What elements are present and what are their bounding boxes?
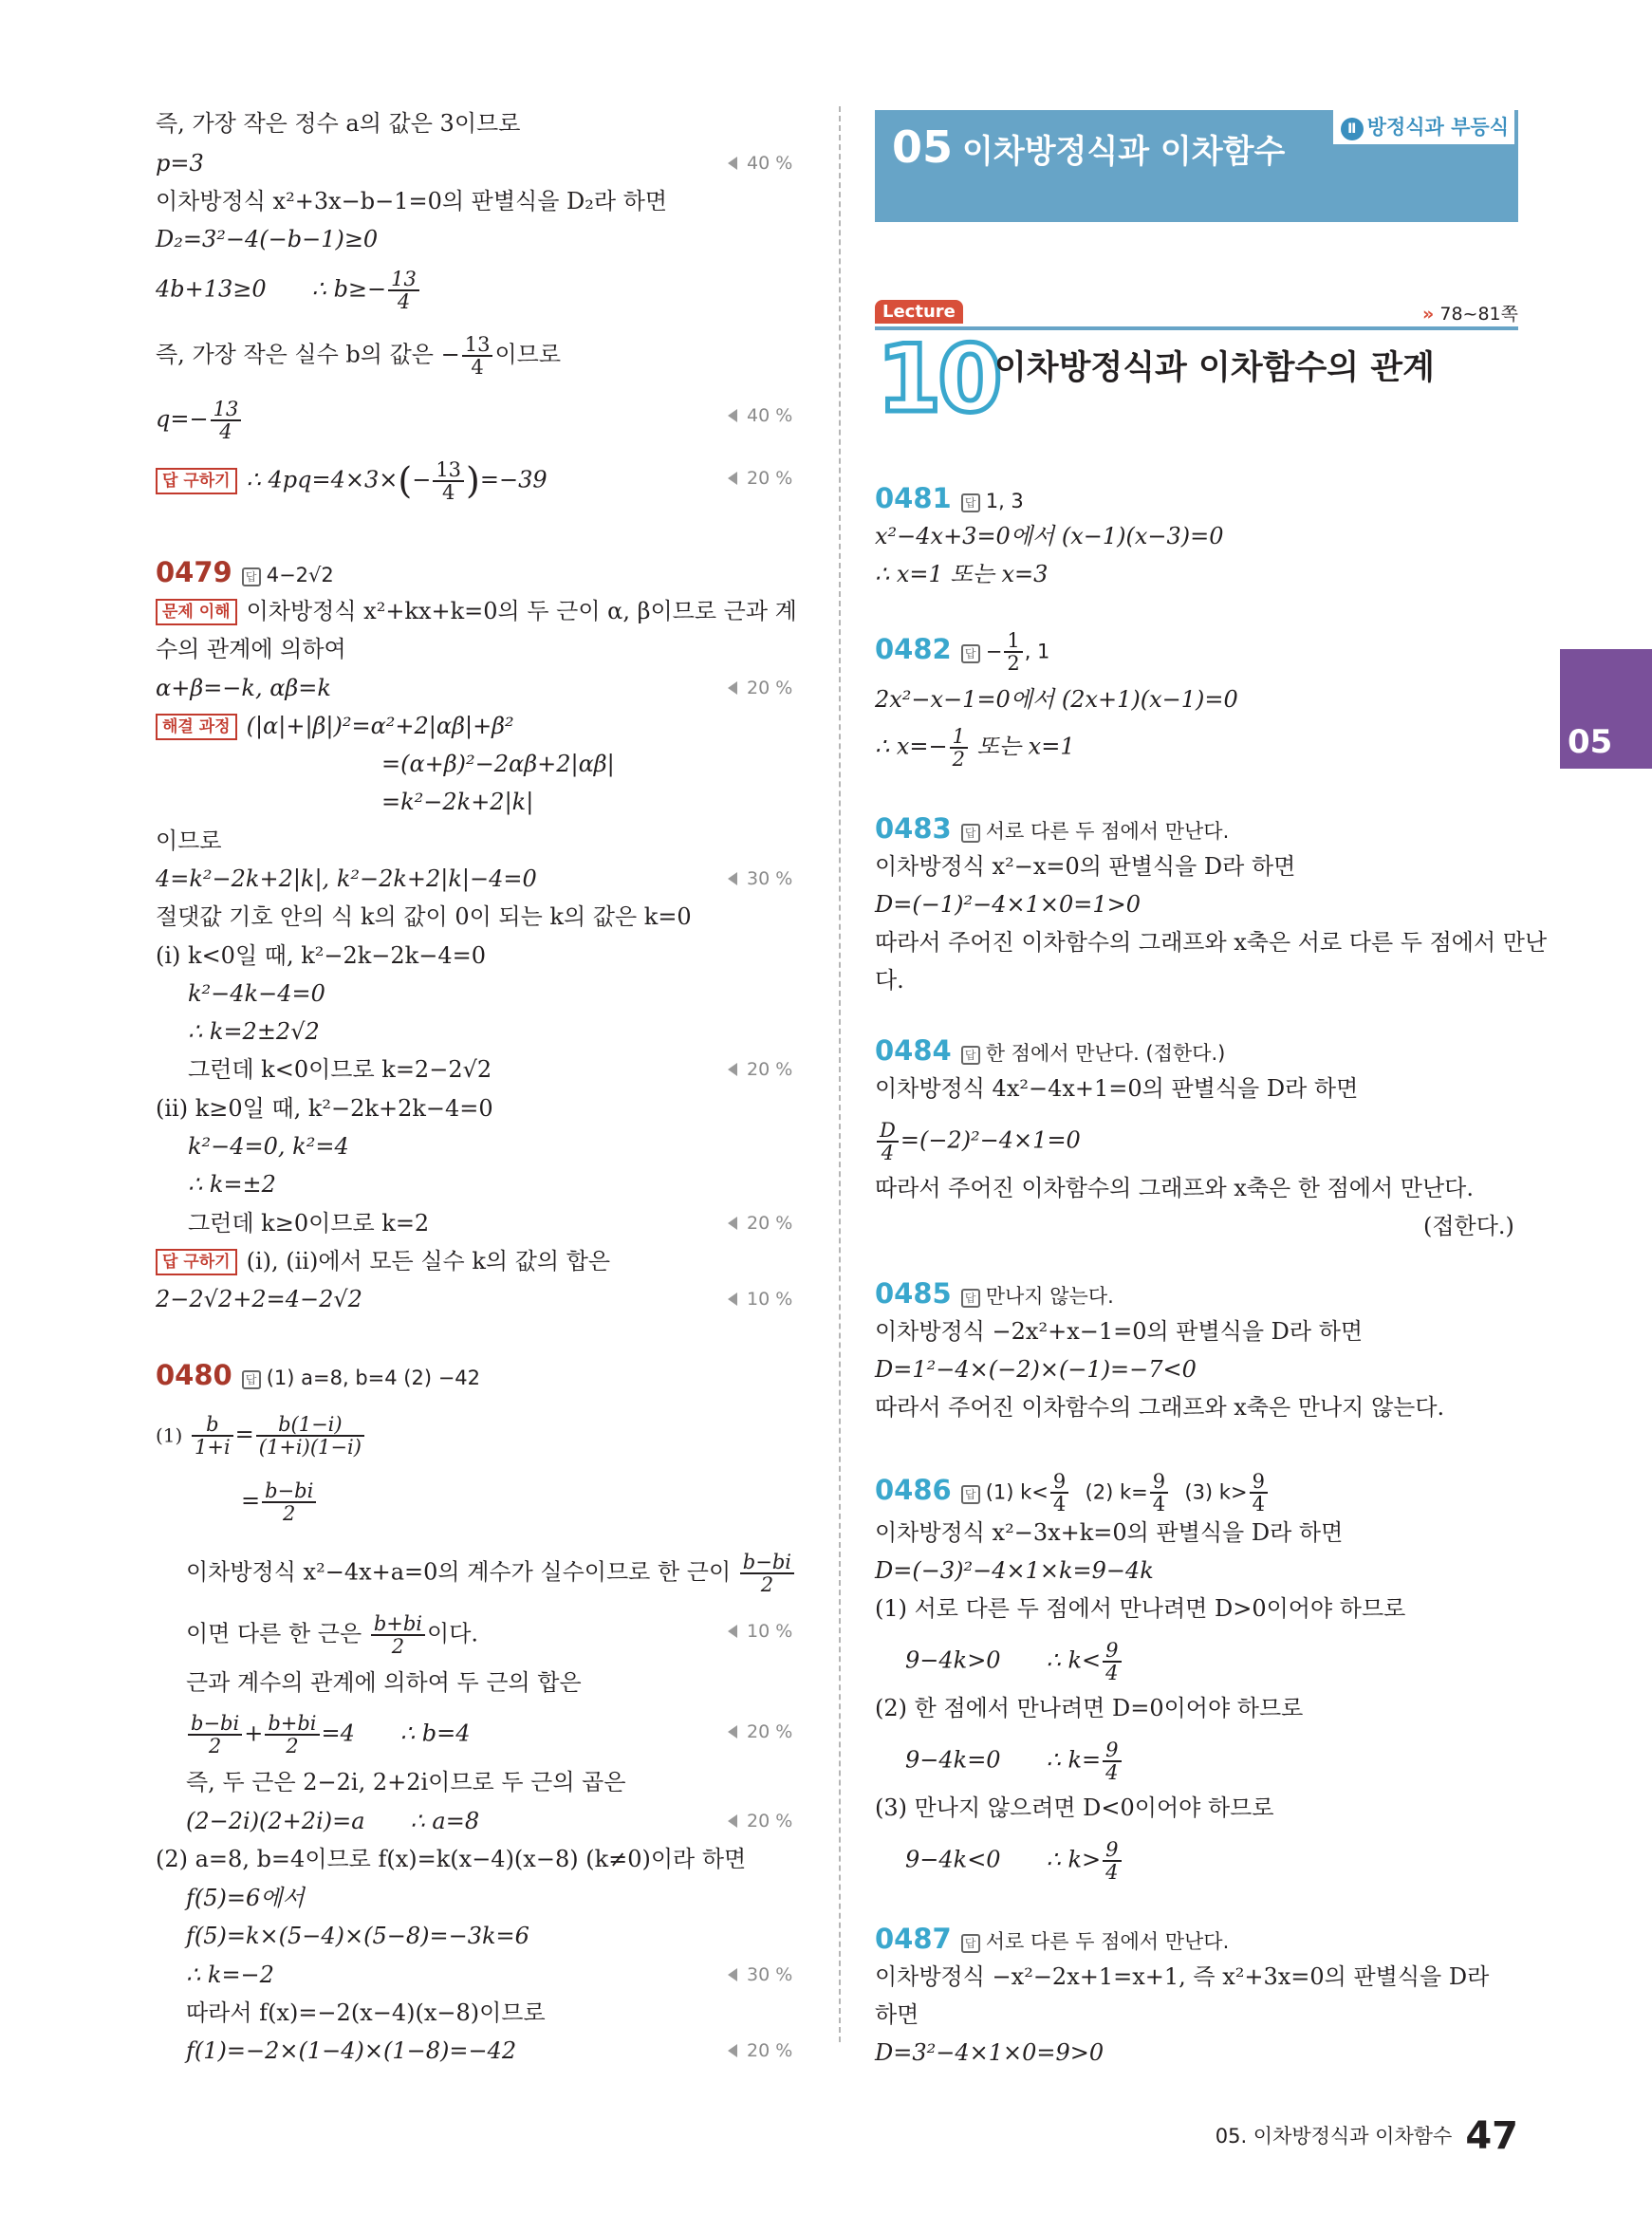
percent-text: 20 % <box>747 1721 793 1742</box>
math-text: ∴ b=4 <box>399 1720 471 1747</box>
denominator: 4 <box>1252 1493 1265 1516</box>
math-text: 또는 x=1 <box>976 733 1075 760</box>
answer-text: 4−2√2 <box>266 564 334 586</box>
text-line: f(5)=6에서 <box>186 1885 305 1911</box>
text-part: 즉, 가장 작은 실수 b의 값은 − <box>156 341 460 368</box>
text-line: 이차방정식 x²+3x−b−1=0의 판별식을 D₂라 하면 <box>156 188 668 214</box>
text-line: ∴ x=1 또는 x=3 <box>875 561 1049 587</box>
score-percent <box>728 405 792 426</box>
fraction <box>1103 1640 1121 1683</box>
denominator: 4 <box>1105 1861 1119 1885</box>
answer-text: 서로 다른 두 점에서 만난다. <box>985 820 1230 843</box>
fraction <box>1250 1471 1268 1515</box>
lecture-number: 10 <box>877 325 999 434</box>
math-text: 4b+13≥0 <box>156 275 267 303</box>
denominator: 2 <box>1007 652 1020 676</box>
text-line: 이차방정식 −2x²+x−1=0의 판별식을 D라 하면 <box>875 1318 1364 1345</box>
answer-text: (3) k> <box>1184 1480 1248 1504</box>
text-line: 이차방정식 −x²−2x+1=x+1, 즉 x²+3x=0의 판별식을 D라 <box>875 1963 1490 1990</box>
text-line: (2) a=8, b=4이므로 f(x)=k(x−4)(x−8) (k≠0)이라 하면 <box>156 1846 747 1872</box>
answer-tag: 답 구하기 <box>156 1249 237 1275</box>
text-line: =(α+β)²−2αβ+2|αβ| <box>381 751 615 777</box>
problem-number: 0479 <box>156 556 232 588</box>
text-line <box>156 399 243 442</box>
numerator: 13 <box>433 459 464 482</box>
score-percent <box>728 1621 792 1642</box>
understand-tag: 문제 이해 <box>156 599 237 625</box>
score-percent <box>728 468 792 489</box>
answer-text: 서로 다른 두 점에서 만난다. <box>985 1930 1230 1953</box>
text-line: k²−4k−4=0 <box>188 980 325 1007</box>
text-line: 따라서 f(x)=−2(x−4)(x−8)이므로 <box>186 1999 546 2026</box>
numerator: b <box>192 1414 233 1437</box>
percent-text: 40 % <box>747 405 793 426</box>
fraction <box>262 1480 316 1524</box>
score-percent <box>728 1289 792 1310</box>
denominator: 4 <box>441 481 455 505</box>
text-line: 그런데 k≥0이므로 k=2 <box>188 1210 430 1237</box>
fraction <box>1103 1839 1121 1883</box>
answer-icon: 답 <box>961 1289 980 1308</box>
denominator: 2 <box>286 1735 299 1758</box>
fraction <box>1050 1471 1068 1515</box>
problem-number: 0487 <box>875 1923 952 1955</box>
math-text: ∴ k< <box>1046 1646 1102 1674</box>
math-text: =−39 <box>479 466 548 493</box>
text-line: 수의 관계에 의하여 <box>156 636 346 662</box>
item-label: (1) <box>156 1423 183 1447</box>
score-percent <box>728 153 792 174</box>
side-tab-label: 05 <box>1568 723 1613 761</box>
fraction <box>740 1552 794 1595</box>
text-line <box>241 1480 318 1524</box>
text-line: 즉, 두 근은 2−2i, 2+2i이므로 두 근의 곱은 <box>186 1769 626 1795</box>
numerator: b−bi <box>740 1552 794 1574</box>
numerator: 1 <box>950 726 968 749</box>
text-line: α+β=−k, αβ=k <box>156 675 331 701</box>
text-line <box>156 269 421 312</box>
text-line: 따라서 주어진 이차함수의 그래프와 x축은 만나지 않는다. <box>875 1394 1445 1421</box>
problem-number: 0480 <box>156 1359 232 1391</box>
math-text: ∴ a=8 <box>410 1808 480 1834</box>
percent-text: 30 % <box>747 868 793 889</box>
lecture-badge: Lecture <box>875 300 963 324</box>
chapter-side-tab <box>1560 649 1652 769</box>
fraction <box>388 269 419 312</box>
numerator: 13 <box>462 334 493 357</box>
chapter-number: 05 <box>892 121 954 173</box>
problem-header <box>875 1923 1229 1958</box>
denominator: 4 <box>881 1142 895 1165</box>
problem-header <box>875 812 1229 847</box>
denominator: 4 <box>1105 1662 1119 1685</box>
fraction <box>1103 1739 1121 1783</box>
math-text: ∴ 4pq=4×3× <box>246 466 399 493</box>
text-part: 이다. <box>427 1620 479 1647</box>
left-triangle-icon <box>728 872 737 885</box>
numerator: 13 <box>388 269 419 291</box>
fraction <box>256 1414 364 1458</box>
answer-text: (2) k= <box>1085 1480 1148 1504</box>
fraction <box>1004 630 1022 674</box>
text-line: f(5)=k×(5−4)×(5−8)=−3k=6 <box>186 1923 529 1949</box>
answer-text: , 1 <box>1024 640 1050 663</box>
text-line: ∴ k=±2 <box>188 1171 276 1198</box>
math-text: (|α|+|β|)²=α²+2|αβ|+β² <box>246 713 514 739</box>
denominator: 4 <box>471 356 484 380</box>
fraction <box>371 1613 425 1657</box>
fraction <box>211 399 242 442</box>
math-text: 9−4k>0 <box>905 1646 1001 1674</box>
page-ref-text: 78~81쪽 <box>1439 304 1518 325</box>
text-line: D₂=3²−4(−b−1)≥0 <box>156 226 379 252</box>
problem-header <box>156 556 334 591</box>
denominator: 2 <box>391 1635 405 1659</box>
numerator: 9 <box>1050 1471 1068 1494</box>
numerator: 9 <box>1103 1640 1121 1663</box>
math-text: ∴ b≥− <box>311 275 387 303</box>
math-text: (2−2i)(2+2i)=a <box>186 1808 365 1834</box>
text-line: 즉, 가장 작은 정수 a의 값은 3이므로 <box>156 110 521 137</box>
fraction <box>462 334 493 378</box>
answer-text: (1) a=8, b=4 (2) −42 <box>266 1367 481 1389</box>
text-line: (2) 한 점에서 만나려면 D=0이어야 하므로 <box>875 1695 1304 1721</box>
answer-text: 1, 3 <box>985 490 1024 512</box>
denominator: (1+i)(1−i) <box>258 1436 362 1460</box>
answer-icon: 답 <box>242 1370 261 1389</box>
answer-icon: 답 <box>961 1934 980 1953</box>
text-line: 절댓값 기호 안의 식 k의 값이 0이 되는 k의 값은 k=0 <box>156 903 692 930</box>
text-line: 이차방정식 x²−x=0의 판별식을 D라 하면 <box>875 853 1296 880</box>
text-line: 이차방정식 x²−3x+k=0의 판별식을 D라 하면 <box>875 1519 1344 1546</box>
equals-sign: = <box>241 1487 261 1515</box>
answer-icon: 답 <box>961 824 980 843</box>
left-triangle-icon <box>728 472 737 485</box>
fraction <box>192 1414 233 1458</box>
solve-tag: 해결 과정 <box>156 714 237 740</box>
footer-chapter: 05. 이차방정식과 이차함수 <box>1215 2125 1453 2148</box>
math-text: =(−2)²−4×1=0 <box>900 1126 1081 1154</box>
text-line: ∴ k=−2 <box>186 1962 274 1988</box>
denominator: 4 <box>1105 1761 1119 1785</box>
fraction <box>950 726 968 770</box>
denominator: 4 <box>219 420 232 444</box>
numerator: b+bi <box>265 1713 319 1736</box>
numerator: b+bi <box>371 1613 425 1636</box>
text-line: 이므로 <box>156 828 222 854</box>
left-triangle-icon <box>728 1725 737 1739</box>
text-line: 따라서 주어진 이차함수의 그래프와 x축은 서로 다른 두 점에서 만난 <box>875 929 1548 956</box>
percent-text: 40 % <box>747 153 793 174</box>
text-line: D=1²−4×(−2)×(−1)=−7<0 <box>875 1356 1197 1383</box>
left-triangle-icon <box>728 157 737 170</box>
page-footer <box>1216 2114 1518 2158</box>
text-line: 2x²−x−1=0에서 (2x+1)(x−1)=0 <box>875 686 1238 713</box>
unit-title: 방정식과 부등식 <box>1366 116 1509 139</box>
page-number: 47 <box>1465 2114 1518 2158</box>
text-line <box>186 1613 478 1657</box>
percent-text: 20 % <box>747 1059 793 1080</box>
text-line: (3) 만나지 않으려면 D<0이어야 하므로 <box>875 1795 1274 1821</box>
answer-text: (1) k< <box>985 1480 1049 1504</box>
fraction <box>265 1713 319 1757</box>
numerator: b−bi <box>262 1480 316 1503</box>
left-triangle-icon <box>728 2044 737 2057</box>
score-percent <box>728 1811 792 1832</box>
text-line <box>905 1640 1123 1683</box>
text-line: 4=k²−2k+2|k|, k²−2k+2|k|−4=0 <box>156 865 537 892</box>
text-line <box>156 710 514 742</box>
equals-sign: = <box>234 1421 254 1448</box>
text-line <box>905 1739 1123 1783</box>
numerator: 9 <box>1103 1839 1121 1862</box>
text-line <box>156 1414 366 1458</box>
left-triangle-icon <box>728 1814 737 1828</box>
fraction <box>188 1713 242 1757</box>
text-line <box>156 334 561 378</box>
numerator: b−bi <box>188 1713 242 1736</box>
fraction <box>877 1120 899 1163</box>
problem-number: 0482 <box>875 632 952 665</box>
percent-text: 20 % <box>747 2040 793 2061</box>
text-line: 2−2√2+2=4−2√2 <box>156 1286 362 1312</box>
unit-tag <box>1333 110 1514 144</box>
math-text: 9−4k=0 <box>905 1746 1001 1774</box>
text-line: (1) 서로 다른 두 점에서 만나려면 D>0이어야 하므로 <box>875 1595 1406 1622</box>
left-triangle-icon <box>728 681 737 695</box>
math-text: 9−4k<0 <box>905 1846 1001 1873</box>
text-line <box>905 1839 1123 1883</box>
denominator: 4 <box>1052 1493 1067 1516</box>
math-text: q=− <box>156 405 209 433</box>
problem-number: 0483 <box>875 812 952 845</box>
problem-number: 0486 <box>875 1473 952 1506</box>
denominator: 1+i <box>194 1436 231 1460</box>
problem-header <box>875 1471 1270 1515</box>
problem-header <box>875 1277 1114 1312</box>
numerator: 9 <box>1103 1739 1121 1762</box>
score-percent <box>728 678 792 698</box>
problem-number: 0481 <box>875 482 952 514</box>
text-line <box>186 1713 471 1757</box>
left-triangle-icon <box>728 1968 737 1981</box>
problem-header <box>156 1359 480 1394</box>
percent-text: 20 % <box>747 1213 793 1234</box>
percent-text: 10 % <box>747 1621 793 1642</box>
answer-text: 한 점에서 만난다. (접한다.) <box>985 1042 1226 1065</box>
text-line: x²−4x+3=0에서 (x−1)(x−3)=0 <box>875 523 1224 549</box>
text-line <box>875 1120 1081 1163</box>
percent-text: 20 % <box>747 678 793 698</box>
score-percent <box>728 1213 792 1234</box>
problem-header <box>875 630 1049 674</box>
numerator: 9 <box>1150 1471 1168 1494</box>
text-line: =k²−2k+2|k| <box>381 789 534 815</box>
score-percent <box>728 1059 792 1080</box>
problem-header <box>875 482 1024 517</box>
lecture-title: 이차방정식과 이차함수의 관계 <box>994 349 1435 387</box>
text-line: (ii) k≥0일 때, k²−2k+2k−4=0 <box>156 1095 493 1122</box>
numerator: b(1−i) <box>256 1414 364 1437</box>
text-part: 이므로 <box>494 341 562 368</box>
text-line: 따라서 주어진 이차함수의 그래프와 x축은 한 점에서 만난다. <box>875 1175 1474 1201</box>
numerator: 9 <box>1250 1471 1268 1494</box>
text-line <box>186 1552 796 1595</box>
answer-icon: 답 <box>961 1046 980 1065</box>
numerator: D <box>877 1120 899 1143</box>
denominator: 2 <box>283 1502 296 1526</box>
numerator: 13 <box>211 399 242 421</box>
text-part: 이면 다른 한 근은 <box>186 1620 362 1647</box>
math-text: =4 <box>321 1720 355 1747</box>
score-percent <box>728 868 792 889</box>
text-line: 답 구하기 ∴ 4pq=4×3×(− $\frac{13}{4}$ )=−39 <box>156 459 548 503</box>
double-chevron-icon: » <box>1422 304 1435 325</box>
text-line <box>156 595 797 627</box>
fraction <box>433 459 464 503</box>
left-triangle-icon <box>728 1625 737 1638</box>
text-line: 이차방정식 4x²−4x+1=0의 판별식을 D라 하면 <box>875 1075 1359 1102</box>
text-line: 그런데 k<0이므로 k=2−2√2 <box>188 1056 492 1083</box>
denominator: 4 <box>1152 1493 1166 1516</box>
text-part: 이차방정식 x²+kx+k=0의 두 근이 α, β이므로 근과 계 <box>246 598 797 624</box>
text-line <box>156 1245 610 1277</box>
unit-num-badge: Ⅱ <box>1341 118 1364 140</box>
text-line: (i) k<0일 때, k²−2k−2k−4=0 <box>156 942 486 969</box>
text-line: D=3²−4×1×0=9>0 <box>875 2039 1104 2066</box>
left-triangle-icon <box>728 1217 737 1230</box>
answer-tag: 답 구하기 <box>156 468 237 494</box>
problem-number: 0484 <box>875 1034 952 1067</box>
text-line: f(1)=−2×(1−4)×(1−8)=−42 <box>186 2037 517 2064</box>
page-reference <box>1422 300 1518 325</box>
math-text: ∴ k= <box>1046 1746 1102 1774</box>
denominator: 2 <box>952 748 966 772</box>
math-text: ∴ x=− <box>875 733 948 760</box>
denominator: 2 <box>760 1573 774 1597</box>
problem-header <box>875 1034 1225 1069</box>
score-percent <box>728 1964 792 1985</box>
left-triangle-icon <box>728 409 737 422</box>
score-percent <box>728 1721 792 1742</box>
text-part: 이차방정식 x²−4x+a=0의 계수가 실수이므로 한 근이 <box>186 1558 732 1586</box>
left-triangle-icon <box>728 1063 737 1076</box>
denominator: 2 <box>208 1735 222 1758</box>
percent-text: 10 % <box>747 1289 793 1310</box>
column-divider <box>839 106 841 2042</box>
text-line: 근과 계수의 관계에 의하여 두 근의 합은 <box>186 1669 582 1696</box>
text-line <box>875 726 1075 770</box>
answer-icon: 답 <box>961 493 980 512</box>
text-line: 다. <box>875 967 904 994</box>
math-text: ∴ k> <box>1046 1846 1102 1873</box>
percent-text: 20 % <box>747 468 793 489</box>
text-line: (접한다.) <box>1423 1213 1514 1239</box>
plus-sign: + <box>244 1720 264 1747</box>
answer-icon: 답 <box>961 1485 980 1504</box>
text-line: D=(−1)²−4×1×0=1>0 <box>875 891 1141 918</box>
denominator: 4 <box>397 290 411 314</box>
percent-text: 30 % <box>747 1964 793 1985</box>
text-line: p=3 <box>156 150 204 177</box>
answer-text: − <box>985 640 1003 663</box>
fraction <box>1150 1471 1168 1515</box>
text-line <box>186 1805 479 1837</box>
text-line: D=(−3)²−4×1×k=9−4k <box>875 1557 1154 1584</box>
answer-text: 만나지 않는다. <box>985 1285 1114 1308</box>
answer-icon: 답 <box>961 644 980 663</box>
answer-icon: 답 <box>242 567 261 586</box>
text-part: (i), (ii)에서 모든 실수 k의 값의 합은 <box>246 1248 611 1274</box>
percent-text: 20 % <box>747 1811 793 1832</box>
text-line: k²−4=0, k²=4 <box>188 1133 349 1160</box>
numerator: 1 <box>1004 630 1022 653</box>
chapter-title <box>892 121 1285 173</box>
left-triangle-icon <box>728 1292 737 1306</box>
chapter-title-text: 이차방정식과 이차함수 <box>962 133 1286 171</box>
text-line: 하면 <box>875 2001 919 2028</box>
text-line: ∴ k=2±2√2 <box>188 1018 320 1045</box>
problem-number: 0485 <box>875 1277 952 1310</box>
chapter-header <box>875 110 1518 222</box>
score-percent <box>728 2040 792 2061</box>
